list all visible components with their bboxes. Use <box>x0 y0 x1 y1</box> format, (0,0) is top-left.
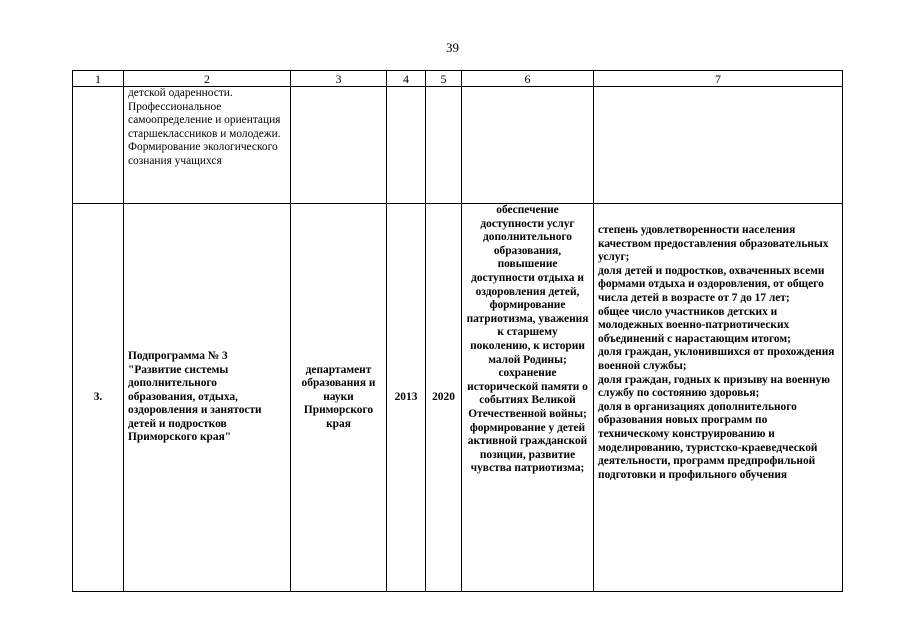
header-cell-4: 4 <box>387 71 426 87</box>
row1-cell-7 <box>594 87 843 204</box>
row2-number: 3. <box>73 204 124 592</box>
header-row <box>73 71 843 87</box>
header-cell-5: 5 <box>426 71 462 87</box>
row1-description: детской одаренности. Профессиональное самоопределение и ориентация старшеклассников и молодежи. Формирование экологического сознания учащихся <box>124 87 291 204</box>
page-number: 39 <box>446 40 459 55</box>
end-year: 2020 <box>426 204 462 592</box>
header-cell-7: 7 <box>594 71 843 87</box>
indicator-item: доля детей и подростков, охваченных всеми формами отдыха и оздоровления, от общего числа детей в возрасте от 7 до 17 лет; <box>598 264 825 304</box>
objectives: обеспечение доступности услуг дополнительного образования, повышение доступности отдыха и оздоровления детей, формирование патриотизма, уважения к старшему поколению, к истории малой Родины; сохранение исторической памяти о событиях Великой Отечественной войны; формирование у детей активной гражданской позиции, развитие чувства патриотизма; <box>462 204 594 592</box>
header-cell-3: 3 <box>291 71 387 87</box>
start-year: 2013 <box>387 204 426 592</box>
program-table <box>72 70 843 592</box>
indicator-item: доля граждан, годных к призыву на военную службу по состоянию здоровья; <box>598 373 831 400</box>
row1-cell-3 <box>291 87 387 204</box>
subprogram-number: Подпрограмма № 3 <box>128 349 228 362</box>
indicator-item: общее число участников детских и молодежных военно-патриотических объединений с нарастающим итогом; <box>598 305 791 345</box>
subprogram-title <box>124 204 291 592</box>
subprogram-name: "Развитие системы дополнительного образования, отдыха, оздоровления и занятости детей и подростков Приморского края" <box>128 363 262 444</box>
table-row <box>73 87 843 204</box>
header-cell-6: 6 <box>462 71 594 87</box>
responsible-executor: департамент образования и науки Приморского края <box>291 204 387 592</box>
header-cell-1: 1 <box>73 71 124 87</box>
row1-cell-1 <box>73 87 124 204</box>
row1-cell-5 <box>426 87 462 204</box>
indicators <box>594 204 843 592</box>
header-cell-2: 2 <box>124 71 291 87</box>
row1-cell-4 <box>387 87 426 204</box>
row1-cell-6 <box>462 87 594 204</box>
indicator-item: доля в организациях дополнительного образования новых программ по техническому конструированию и моделированию, туристско-краеведческой деятельности, программ предпрофильной подготовки и профильного обучения <box>598 400 818 481</box>
indicator-item: доля граждан, уклонившихся от прохождения военной службы; <box>598 346 835 372</box>
table-row <box>73 204 843 592</box>
indicator-item: степень удовлетворенности населения качеством предоставления образовательных услуг; <box>598 224 829 264</box>
